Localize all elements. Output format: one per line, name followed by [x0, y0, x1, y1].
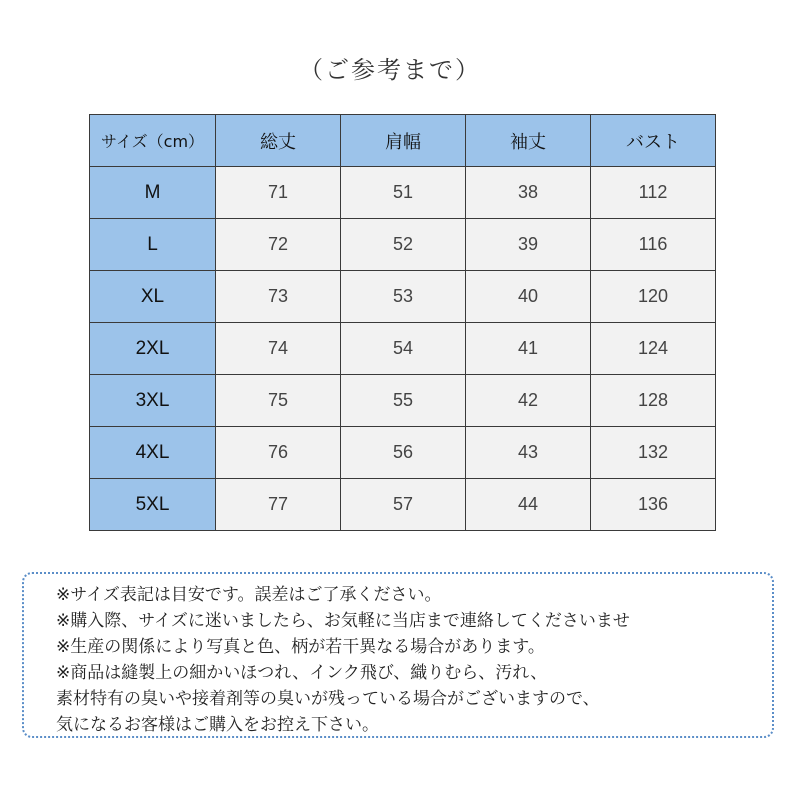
sleeve-length-cell: 43 — [466, 427, 591, 479]
sleeve-length-cell: 41 — [466, 323, 591, 375]
table-row — [90, 167, 716, 219]
shoulder-width-cell: 52 — [341, 219, 466, 271]
table-row — [90, 375, 716, 427]
total-length-cell: 71 — [216, 167, 341, 219]
size-label: 4XL — [90, 427, 216, 479]
note-line: ※購入際、サイズに迷いましたら、お気軽に当店まで連絡してくださいませ — [56, 611, 630, 631]
bust-cell: 112 — [591, 167, 716, 219]
note-line: 素材特有の臭いや接着剤等の臭いが残っている場合がございますので、 — [56, 689, 600, 709]
table-row — [90, 271, 716, 323]
table-row — [90, 323, 716, 375]
sleeve-length-cell: 42 — [466, 375, 591, 427]
sleeve-length-cell: 39 — [466, 219, 591, 271]
bust-cell: 124 — [591, 323, 716, 375]
page-title: （ご参考まで） — [299, 56, 481, 84]
shoulder-width-cell: 54 — [341, 323, 466, 375]
total-length-cell: 72 — [216, 219, 341, 271]
table-row — [90, 219, 716, 271]
size-label: M — [90, 167, 216, 219]
note-line: ※サイズ表記は目安です。誤差はご了承ください。 — [56, 585, 442, 605]
shoulder-width-cell: 55 — [341, 375, 466, 427]
total-length-cell: 74 — [216, 323, 341, 375]
total-length-cell: 75 — [216, 375, 341, 427]
header-size-unit: サイズ（cm） — [90, 115, 216, 167]
bust-cell: 136 — [591, 479, 716, 531]
shoulder-width-cell: 53 — [341, 271, 466, 323]
shoulder-width-cell: 56 — [341, 427, 466, 479]
header-total-length: 総丈 — [216, 115, 341, 167]
note-line: ※生産の関係により写真と色、柄が若干異なる場合があります。 — [56, 637, 545, 657]
bust-cell: 132 — [591, 427, 716, 479]
header-sleeve-length: 袖丈 — [466, 115, 591, 167]
shoulder-width-cell: 51 — [341, 167, 466, 219]
sleeve-length-cell: 40 — [466, 271, 591, 323]
size-label: XL — [90, 271, 216, 323]
size-label: 2XL — [90, 323, 216, 375]
notes-box — [22, 572, 774, 738]
sleeve-length-cell: 38 — [466, 167, 591, 219]
header-shoulder-width: 肩幅 — [341, 115, 466, 167]
table-row — [90, 479, 716, 531]
size-label: 5XL — [90, 479, 216, 531]
total-length-cell: 77 — [216, 479, 341, 531]
total-length-cell: 76 — [216, 427, 341, 479]
header-bust: バスト — [591, 115, 716, 167]
bust-cell: 120 — [591, 271, 716, 323]
size-label: L — [90, 219, 216, 271]
note-line: 気になるお客様はご購入をお控え下さい。 — [56, 715, 379, 735]
total-length-cell: 73 — [216, 271, 341, 323]
table-row — [90, 427, 716, 479]
size-label: 3XL — [90, 375, 216, 427]
bust-cell: 116 — [591, 219, 716, 271]
shoulder-width-cell: 57 — [341, 479, 466, 531]
size-chart-table — [89, 114, 716, 531]
table-header-row — [90, 115, 716, 167]
bust-cell: 128 — [591, 375, 716, 427]
note-line: ※商品は縫製上の細かいほつれ、インク飛び、織りむら、汚れ、 — [56, 663, 548, 683]
sleeve-length-cell: 44 — [466, 479, 591, 531]
